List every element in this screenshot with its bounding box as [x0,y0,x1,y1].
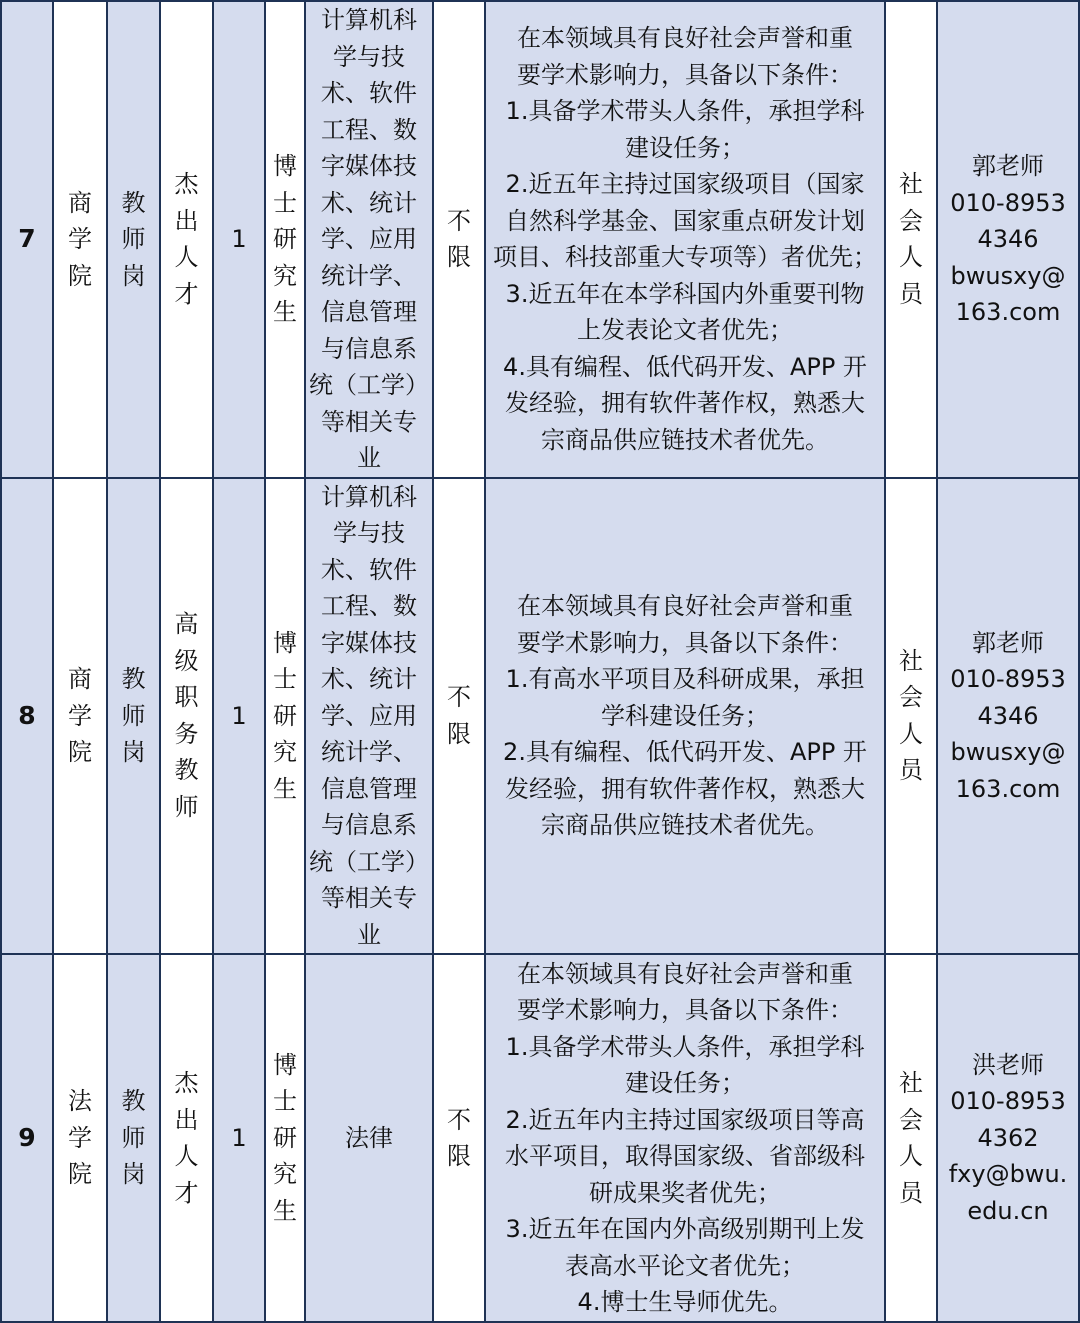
job-requirements-line: 要学术影响力，具备以下条件： [517,628,853,657]
job-requirements-line: 3.近五年在本学科国内外重要刊物 [505,279,865,308]
major-requirement-line: 学、应用 [321,225,417,253]
major-requirement-line: 术、统计 [321,188,417,217]
contact-info [937,1,1079,478]
row-number: 8 [1,478,53,955]
major-requirement-line: 术、软件 [321,79,417,107]
job-requirements-line: 在本领域具有良好社会声誉和重 [517,592,853,620]
job-requirements-line: 学科建设任务； [601,701,769,730]
contact-info-line: 163.com [955,298,1061,326]
job-requirements-line: 发经验，拥有软件著作权，熟悉大 [505,774,865,803]
contact-info-line: 郭老师 [972,152,1044,180]
target-applicants-text: 社会人员 [899,646,923,785]
table-body [1,1,1079,1322]
job-requirements-line: 1.具备学术带头人条件，承担学科 [505,1032,865,1061]
post-type [107,478,160,955]
major-requirement-line: 学与技 [333,42,405,71]
contact-info [937,478,1079,955]
target-applicants-text: 社会人员 [899,170,923,308]
major-requirement-line: 统计学、 [321,261,417,290]
target-applicants [885,478,937,955]
job-requirements-line: 建设任务； [625,1069,745,1097]
job-requirements-line: 4.具有编程、低代码开发、APP 开 [503,352,867,381]
job-requirements-line: 4.博士生导师优先。 [577,1288,793,1316]
major-requirement-line: 与信息系 [321,811,417,839]
job-requirements-line: 在本领域具有良好社会声誉和重 [517,24,853,53]
target-applicants-text: 社会人员 [899,1069,923,1207]
table-row [1,954,1079,1322]
contact-info [937,954,1079,1322]
major-requirement-line: 计算机科 [321,6,417,34]
contact-info-line: 163.com [955,774,1061,803]
major-requirement-line: 信息管理 [321,298,417,326]
job-requirements-line: 要学术影响力，具备以下条件： [517,60,853,89]
major-requirement-line: 等相关专 [321,407,417,436]
degree-requirement-text: 博士研究生 [273,1050,297,1225]
job-requirements-line: 2.近五年主持过国家级项目（国家 [505,170,865,199]
job-requirements-line: 在本领域具有良好社会声誉和重 [517,959,853,988]
contact-info-line: 010-8953 [950,188,1066,217]
degree-requirement [265,1,305,478]
major-requirement-line: 统（工学） [309,847,429,876]
major-requirement-line: 学与技 [333,519,405,547]
major-requirement-line: 字媒体技 [321,628,417,657]
job-requirements-line: 表高水平论文者优先； [565,1251,805,1280]
post-name-text: 杰出人才 [174,1069,199,1207]
row-number: 7 [1,1,53,478]
post-name-text: 高级职务教师 [174,610,199,821]
age-requirement-text: 不限 [447,683,471,748]
post-type-text: 教师岗 [121,1087,146,1189]
job-requirements-line: 要学术影响力，具备以下条件： [517,996,853,1024]
major-requirement-line: 业 [357,444,381,472]
post-type-text: 教师岗 [121,665,146,766]
job-requirements-line: 建设任务； [625,133,745,162]
post-name [160,478,213,955]
contact-info-line: 洪老师 [972,1050,1044,1079]
job-requirements-line: 水平项目，取得国家级、省部级科 [505,1142,865,1170]
job-requirements-line: 研成果奖者优先； [589,1178,781,1207]
job-requirements-line: 项目、科技部重大专项等）者优先； [493,243,877,272]
contact-info-line: fxy@bwu. [948,1160,1068,1189]
target-applicants [885,954,937,1322]
job-requirements [485,478,885,955]
post-type [107,1,160,478]
post-name [160,954,213,1322]
major-requirement-line: 法律 [345,1123,393,1152]
contact-info-line: 郭老师 [972,628,1044,657]
major-requirement-line: 计算机科 [321,482,417,511]
college-name-text: 商学院 [68,665,92,766]
major-requirement-line: 统（工学） [309,371,429,399]
job-requirements-line: 2.近五年内主持过国家级项目等高 [505,1105,865,1134]
age-requirement-text: 不限 [447,1105,471,1170]
headcount: 1 [213,478,265,955]
job-requirements-line: 3.近五年在国内外高级别期刊上发 [505,1215,865,1243]
major-requirement [305,1,433,478]
major-requirement-line: 字媒体技 [321,152,417,180]
job-requirements-line: 发经验，拥有软件著作权，熟悉大 [505,389,865,418]
college-name [53,954,107,1322]
contact-info-line: bwusxy@ [950,738,1066,766]
table-row [1,478,1079,955]
major-requirement-line: 与信息系 [321,334,417,363]
job-requirements-line: 自然科学基金、国家重点研发计划 [505,206,865,235]
major-requirement [305,954,433,1322]
headcount: 1 [213,954,265,1322]
contact-info-line: 010-8953 [950,665,1066,693]
contact-info-line: 4362 [977,1123,1039,1152]
contact-info-line: 4346 [977,701,1039,730]
contact-info-line: 4346 [977,225,1039,253]
job-requirements-line: 1.有高水平项目及科研成果，承担 [505,665,865,693]
major-requirement-line: 业 [357,920,381,949]
age-requirement [433,954,485,1322]
post-name [160,1,213,478]
job-requirements-line: 1.具备学术带头人条件，承担学科 [505,97,865,126]
job-requirements [485,1,885,478]
major-requirement-line: 统计学、 [321,738,417,766]
degree-requirement-text: 博士研究生 [273,628,297,803]
job-requirements-line: 宗商品供应链技术者优先。 [541,811,829,839]
degree-requirement-text: 博士研究生 [273,152,297,326]
contact-info-line: edu.cn [967,1196,1049,1225]
age-requirement [433,478,485,955]
job-requirements-line: 2.具有编程、低代码开发、APP 开 [503,738,867,766]
college-name [53,478,107,955]
degree-requirement [265,954,305,1322]
major-requirement [305,478,433,955]
major-requirement-line: 学、应用 [321,701,417,730]
age-requirement [433,1,485,478]
major-requirement-line: 术、软件 [321,555,417,584]
major-requirement-line: 工程、数 [321,115,417,144]
college-name [53,1,107,478]
major-requirement-line: 信息管理 [321,774,417,803]
job-requirements-line: 上发表论文者优先； [577,316,793,345]
degree-requirement [265,478,305,955]
post-type [107,954,160,1322]
headcount: 1 [213,1,265,478]
row-number: 9 [1,954,53,1322]
post-name-text: 杰出人才 [174,170,199,308]
table-row [1,1,1079,478]
college-name-text: 法学院 [68,1087,92,1189]
contact-info-line: bwusxy@ [950,261,1066,290]
major-requirement-line: 工程、数 [321,592,417,620]
major-requirement-line: 等相关专 [321,884,417,912]
college-name-text: 商学院 [68,188,92,290]
contact-info-line: 010-8953 [950,1087,1066,1116]
target-applicants [885,1,937,478]
job-requirements [485,954,885,1322]
major-requirement-line: 术、统计 [321,665,417,693]
age-requirement-text: 不限 [447,206,471,272]
post-type-text: 教师岗 [121,188,146,290]
job-requirements-line: 宗商品供应链技术者优先。 [541,425,829,454]
